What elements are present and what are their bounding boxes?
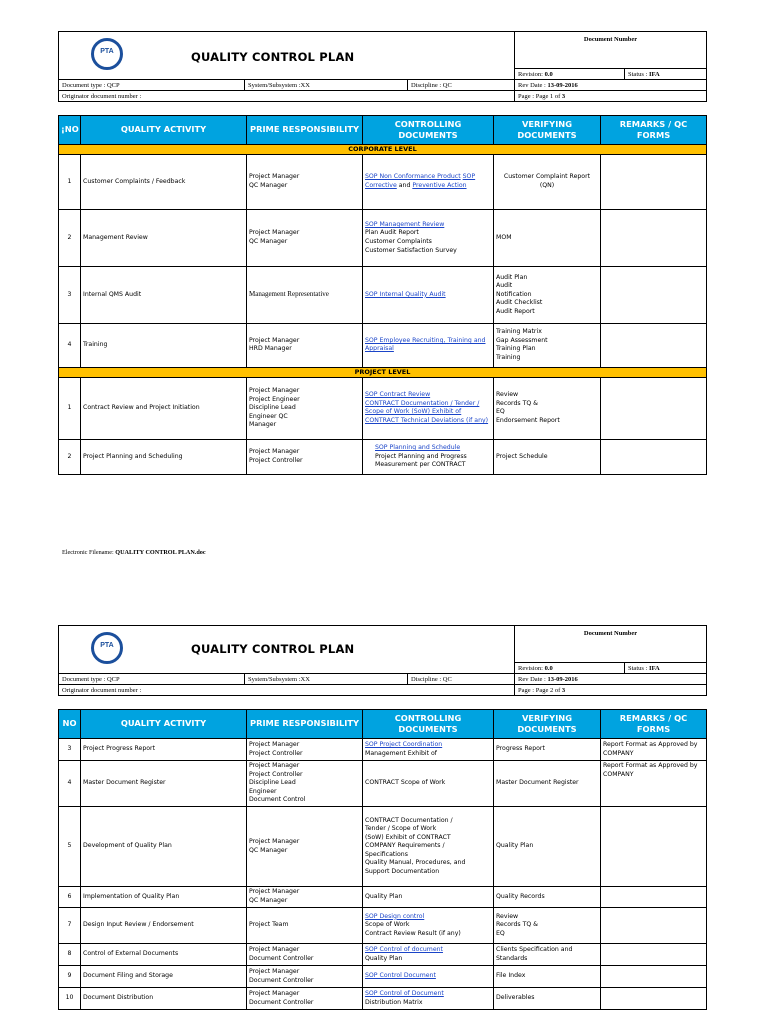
col-responsibility: PRIME RESPONSIBILITY [247,710,363,739]
document-page-2 [0,600,768,1024]
link-sop-corrective[interactable]: SOP Corrective [365,173,476,189]
link-sop-design-control[interactable]: SOP Design control [365,912,425,920]
table-row: 4 Master Document Register Project Manager Project Controller Discipline Lead Engineer Document Control CONTRACT Scope of Work Master Document Register Report Format as Approved by COMPANY [59,761,707,807]
table-row: 4 Training Project Manager HRD Manager SOP Employee Recruiting, Training and Appraisal Training Matrix Gap Assessment Training Plan Training [59,323,707,367]
document-title: QUALITY CONTROL PLAN [191,50,355,64]
originator-number: Originator document number : [59,91,515,102]
table-row: 9 Document Filing and Storage Project Manager Document Controller SOP Control Document File Index [59,966,707,988]
col-controlling: CONTROLLING DOCUMENTS [363,116,494,145]
status: Status : IFA [625,69,707,80]
header-table [58,625,707,696]
table-row: 10 Document Distribution Project Manager Document Controller SOP Control of Document Distribution Matrix Deliverables [59,988,707,1010]
electronic-filename: Electronic Filename: QUALITY CONTROL PLAN.doc [62,549,206,556]
link-sop-control-document[interactable]: SOP Control Document [365,972,436,980]
col-responsibility: PRIME RESPONSIBILITY [247,116,363,145]
document-type: Document type : QCP [59,674,245,685]
table-row: 7 Design Input Review / Endorsement Project Team SOP Design control Scope of Work Contract Review Result (if any) Review Records TQ & EQ [59,908,707,944]
company-logo: PTA [91,632,123,664]
section-corporate-level: CORPORATE LEVEL [59,145,707,155]
table-row: 8 Control of External Documents Project Manager Document Controller SOP Control of document Quality Plan Clients Specification and Standards [59,944,707,966]
revision: Revision: 0.0 [515,69,625,80]
company-logo: PTA [91,38,123,70]
link-sop-employee-recruiting[interactable]: SOP Employee Recruiting, Training and Appraisal [365,336,486,353]
rev-date: Rev Date : 13-09-2016 [515,674,707,685]
status: Status : IFA [625,663,707,674]
table-row: 1 Contract Review and Project Initiation Project Manager Project Engineer Discipline Lead Engineer QC Manager SOP Contract Review CONTRACT Documentation / Tender / Scope of Work (SoW) Exhibit of CONTRACT Technical Deviations (if any) Review Records TQ & EQ Endorsement Report [59,377,707,439]
document-number-label: Document Number [515,626,707,663]
system-subsystem: System/Subsystem :XX [245,674,408,685]
page-number: Page : Page 2 of 3 [515,685,707,696]
col-activity: QUALITY ACTIVITY [81,710,247,739]
col-controlling: CONTROLLING DOCUMENTS [363,710,494,739]
table-row: 1 Customer Complaints / Feedback Project Manager QC Manager SOP Non Conformance Product SOP Corrective and Preventive Action Customer Complaint Report (QN) [59,154,707,209]
qc-plan-table-2 [58,709,707,1010]
table-row: 2 Management Review Project Manager QC Manager SOP Management Review Plan Audit Report Customer Complaints Customer Satisfaction Survey MOM [59,209,707,266]
col-activity: QUALITY ACTIVITY [81,116,247,145]
col-remarks: REMARKS / QC FORMS [601,116,707,145]
title-cell [59,626,515,674]
link-sop-non-conformance[interactable]: SOP Non Conformance Product [365,173,461,181]
col-no: ¡NO [59,116,81,145]
link-sop-control-of-document[interactable]: SOP Control of document [365,945,443,953]
header-table [58,31,707,102]
discipline: Discipline : QC [408,80,515,91]
col-verifying: VERIFYING DOCUMENTS [494,710,601,739]
link-sop-contract-review[interactable]: SOP Contract Review [365,391,431,399]
link-sop-control-of-document-2[interactable]: SOP Control of Document [365,989,444,997]
link-sop-management-review[interactable]: SOP Management Review [365,220,445,228]
discipline: Discipline : QC [408,674,515,685]
link-preventive-action[interactable]: Preventive Action [412,181,467,189]
originator-number: Originator document number : [59,685,515,696]
page-number: Page : Page 1 of 3 [515,91,707,102]
col-verifying: VERIFYING DOCUMENTS [494,116,601,145]
link-sop-internal-quality-audit[interactable]: SOP Internal Quality Audit [365,290,446,298]
col-remarks: REMARKS / QC FORMS [601,710,707,739]
table-row: 6 Implementation of Quality Plan Project Manager QC Manager Quality Plan Quality Records [59,887,707,908]
link-contract-documentation[interactable]: CONTRACT Documentation / Tender / Scope of Work (SoW) Exhibit of CONTRACT Technical Deviations (if any) [365,399,489,424]
document-number-label: Document Number [515,32,707,69]
document-type: Document type : QCP [59,80,245,91]
qc-plan-table-1 [58,115,707,475]
table-row: 3 Internal QMS Audit Management Representative SOP Internal Quality Audit Audit Plan Audit Notification Audit Checklist Audit Report [59,266,707,323]
title-cell [59,32,515,80]
rev-date: Rev Date : 13-09-2016 [515,80,707,91]
table-row: 3 Project Progress Report Project Manager Project Controller SOP Project Coordination Management Exhibit of Progress Report Report Format as Approved by COMPANY [59,739,707,761]
system-subsystem: System/Subsystem :XX [245,80,408,91]
link-sop-planning-schedule[interactable]: SOP Planning and Schedule [375,444,461,452]
section-project-level: PROJECT LEVEL [59,367,707,377]
table-row: 2 Project Planning and Scheduling Project Manager Project Controller SOP Planning and Schedule Project Planning and Progress Measurement per CONTRACT Project Schedule [59,439,707,474]
revision: Revision: 0.0 [515,663,625,674]
table-row: 5 Development of Quality Plan Project Manager QC Manager CONTRACT Documentation / Tender / Scope of Work (SoW) Exhibit of CONTRACT COMPANY Requirements / Specifications Quality Manual, Procedures, and Support Documentation Quality Plan [59,807,707,887]
col-no: NO [59,710,81,739]
document-title: QUALITY CONTROL PLAN [191,642,355,656]
link-sop-project-coordination[interactable]: SOP Project Coordination [365,740,443,748]
